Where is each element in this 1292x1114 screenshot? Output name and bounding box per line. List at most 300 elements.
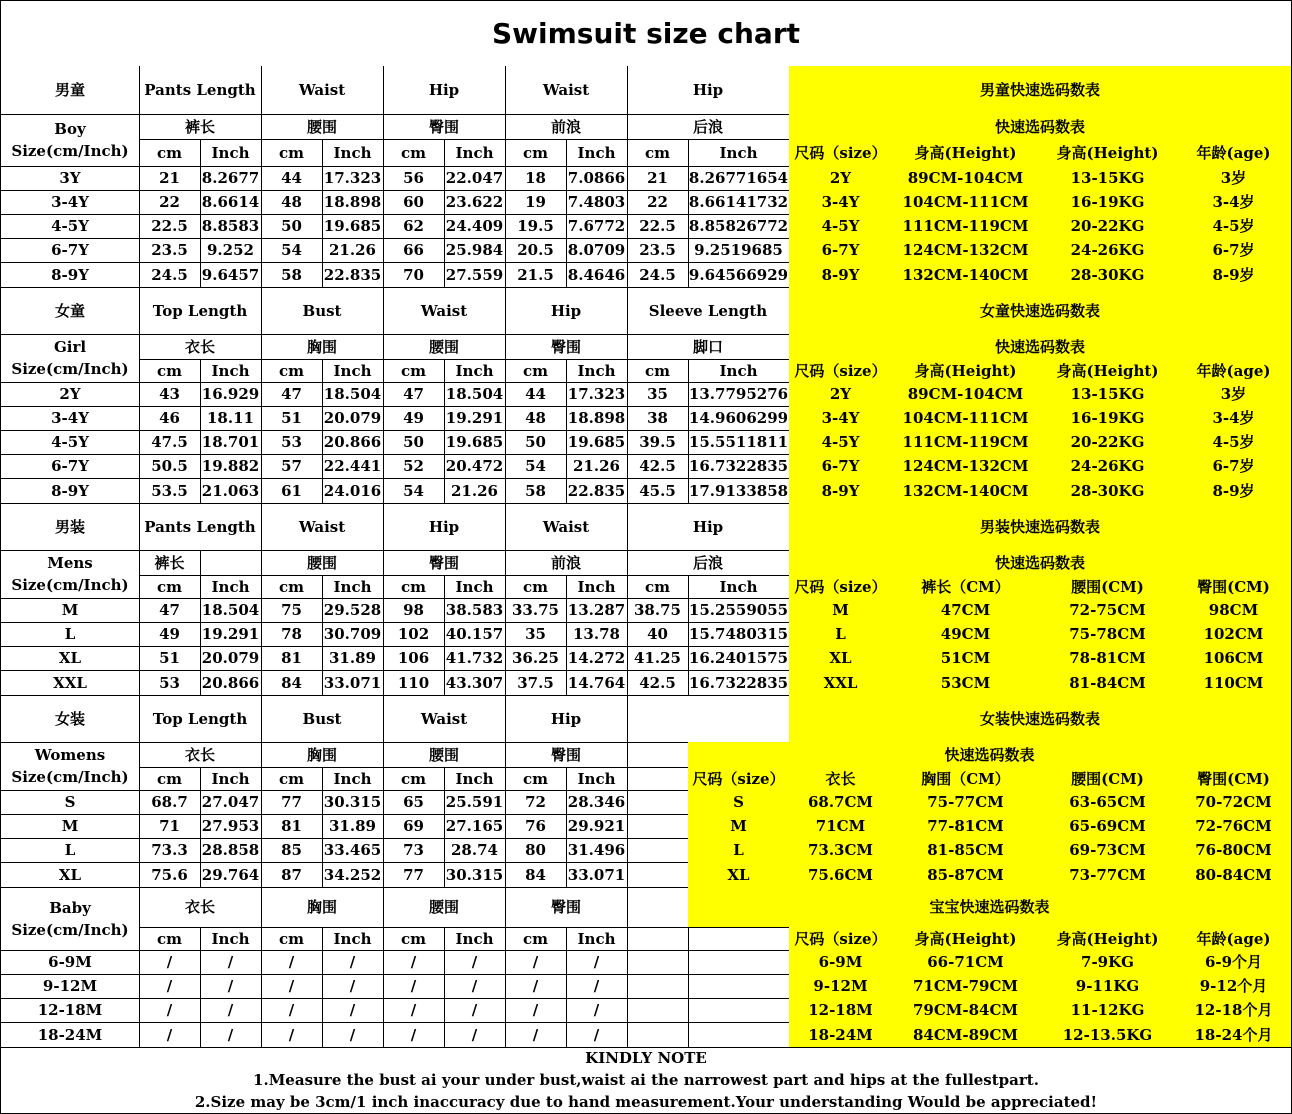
girl-quick-cell: 3-4Y <box>789 406 893 431</box>
womens-quick-cell: 75.6CM <box>789 862 893 888</box>
girl-quick-cell: 2Y <box>789 382 893 407</box>
boy-quick-cell: 4-5岁 <box>1176 214 1292 239</box>
womens-quick-cell: 76-80CM <box>1176 838 1292 863</box>
womens-blank-cell <box>627 742 689 768</box>
baby-header-cn: 腰围 <box>383 887 506 928</box>
mens-header-cn-blank <box>200 550 262 576</box>
womens-value-cell: 28.74 <box>444 838 506 863</box>
womens-blank-cell <box>627 695 790 743</box>
girl-quick-cell: 132CM-140CM <box>892 478 1040 504</box>
womens-value-cell: 87 <box>261 862 323 888</box>
baby-value-cell: / <box>200 950 262 975</box>
girl-unit-cm: cm <box>139 359 201 383</box>
baby-quick-cell: 9-12个月 <box>1176 974 1292 999</box>
boy-value-cell: 9.6457 <box>200 262 262 288</box>
boy-quick-cell: 20-22KG <box>1039 214 1177 239</box>
boy-value-cell: 70 <box>383 262 445 288</box>
boy-value-cell: 19.5 <box>505 214 567 239</box>
girl-quick-cell: 89CM-104CM <box>892 382 1040 407</box>
womens-value-cell: 33.465 <box>322 838 384 863</box>
baby-value-cell: / <box>139 1022 201 1048</box>
baby-unit-inch: Inch <box>444 927 506 951</box>
womens-value-cell: 34.252 <box>322 862 384 888</box>
baby-size-label: 18-24M <box>0 1022 140 1048</box>
baby-value-cell: / <box>322 974 384 999</box>
baby-unit-inch: Inch <box>322 927 384 951</box>
womens-unit-inch: Inch <box>444 767 506 791</box>
mens-unit-cm: cm <box>627 575 689 599</box>
mens-quick-cell: M <box>789 598 893 623</box>
baby-value-cell: / <box>566 950 628 975</box>
mens-value-cell: 20.079 <box>200 646 262 671</box>
mens-label-en: Mens Size(cm/Inch) <box>0 550 140 599</box>
baby-quick-cell: 18-24M <box>789 1022 893 1048</box>
girl-quick-cell: 6-7Y <box>789 454 893 479</box>
boy-quick-subtitle: 快速选码数表 <box>789 114 1292 140</box>
girl-quick-cell: 16-19KG <box>1039 406 1177 431</box>
baby-quick-cell: 9-11KG <box>1039 974 1177 999</box>
girl-quick-cell: 28-30KG <box>1039 478 1177 504</box>
baby-quick-cell: 12-13.5KG <box>1039 1022 1177 1048</box>
baby-value-cell: / <box>444 950 506 975</box>
boy-value-cell: 44 <box>261 166 323 191</box>
baby-value-cell: / <box>383 998 445 1023</box>
mens-quick-cell: 47CM <box>892 598 1040 623</box>
boy-value-cell: 21.5 <box>505 262 567 288</box>
girl-value-cell: 20.866 <box>322 430 384 455</box>
womens-value-cell: 27.047 <box>200 790 262 815</box>
mens-label-cn: 男装 <box>0 503 140 551</box>
girl-value-cell: 58 <box>505 478 567 504</box>
boy-value-cell: 58 <box>261 262 323 288</box>
girl-value-cell: 48 <box>505 406 567 431</box>
womens-quick-cell: 81-85CM <box>892 838 1040 863</box>
mens-quick-cell: 98CM <box>1176 598 1292 623</box>
boy-unit-inch: Inch <box>688 139 790 167</box>
mens-value-cell: 38.583 <box>444 598 506 623</box>
baby-value-cell: / <box>261 950 323 975</box>
boy-header-en: Pants Length <box>139 66 262 115</box>
boy-value-cell: 50 <box>261 214 323 239</box>
womens-value-cell: 73 <box>383 838 445 863</box>
womens-unit-inch: Inch <box>200 767 262 791</box>
mens-value-cell: 37.5 <box>505 670 567 696</box>
girl-value-cell: 24.016 <box>322 478 384 504</box>
mens-value-cell: 14.764 <box>566 670 628 696</box>
boy-value-cell: 22 <box>139 190 201 215</box>
boy-size-label: 4-5Y <box>0 214 140 239</box>
womens-value-cell: 76 <box>505 814 567 839</box>
boy-value-cell: 19.685 <box>322 214 384 239</box>
girl-value-cell: 14.9606299 <box>688 406 790 431</box>
womens-value-cell: 73.3 <box>139 838 201 863</box>
boy-header-en: Hip <box>627 66 790 115</box>
girl-unit-cm: cm <box>383 359 445 383</box>
womens-blank-cell <box>627 814 689 839</box>
mens-value-cell: 40 <box>627 622 689 647</box>
womens-value-cell: 31.496 <box>566 838 628 863</box>
mens-quick-header: 腰围(CM) <box>1039 575 1177 599</box>
mens-value-cell: 47 <box>139 598 201 623</box>
boy-header-en: Waist <box>261 66 384 115</box>
boy-quick-cell: 6-7Y <box>789 238 893 263</box>
boy-size-label: 8-9Y <box>0 262 140 288</box>
baby-quick-cell: 84CM-89CM <box>892 1022 1040 1048</box>
mens-value-cell: 15.2559055 <box>688 598 790 623</box>
womens-quick-cell: S <box>688 790 790 815</box>
girl-quick-cell: 8-9岁 <box>1176 478 1292 504</box>
mens-unit-inch: Inch <box>444 575 506 599</box>
womens-value-cell: 85 <box>261 838 323 863</box>
boy-quick-cell: 3-4Y <box>789 190 893 215</box>
mens-unit-cm: cm <box>505 575 567 599</box>
page-title: Swimsuit size chart <box>0 0 1292 66</box>
boy-header-cn: 前浪 <box>505 114 628 140</box>
mens-header-en: Hip <box>383 503 506 551</box>
girl-header-cn: 衣长 <box>139 334 262 360</box>
baby-value-cell: / <box>383 974 445 999</box>
baby-quick-cell: 6-9个月 <box>1176 950 1292 975</box>
mens-value-cell: 42.5 <box>627 670 689 696</box>
boy-label-cn: 男童 <box>0 66 140 115</box>
boy-quick-cell: 132CM-140CM <box>892 262 1040 288</box>
girl-value-cell: 53 <box>261 430 323 455</box>
womens-blank-cell <box>627 838 689 863</box>
boy-header-cn: 臀围 <box>383 114 506 140</box>
baby-value-cell: / <box>139 974 201 999</box>
baby-value-cell: / <box>261 1022 323 1048</box>
womens-quick-cell: 63-65CM <box>1039 790 1177 815</box>
womens-quick-cell: 73-77CM <box>1039 862 1177 888</box>
girl-quick-cell: 13-15KG <box>1039 382 1177 407</box>
baby-quick-cell: 66-71CM <box>892 950 1040 975</box>
boy-header-cn: 后浪 <box>627 114 790 140</box>
mens-quick-cell: XXL <box>789 670 893 696</box>
baby-size-label: 12-18M <box>0 998 140 1023</box>
mens-quick-title: 男装快速选码数表 <box>789 503 1292 551</box>
mens-value-cell: 98 <box>383 598 445 623</box>
womens-header-en: Top Length <box>139 695 262 743</box>
boy-value-cell: 18.898 <box>322 190 384 215</box>
baby-blank-cell <box>688 998 790 1023</box>
girl-value-cell: 22.441 <box>322 454 384 479</box>
girl-unit-inch: Inch <box>444 359 506 383</box>
womens-value-cell: 27.165 <box>444 814 506 839</box>
mens-value-cell: 106 <box>383 646 445 671</box>
womens-quick-cell: 72-76CM <box>1176 814 1292 839</box>
mens-quick-header: 裤长（CM） <box>892 575 1040 599</box>
boy-value-cell: 22.5 <box>139 214 201 239</box>
womens-quick-cell: M <box>688 814 790 839</box>
girl-value-cell: 18.11 <box>200 406 262 431</box>
mens-value-cell: 15.7480315 <box>688 622 790 647</box>
girl-value-cell: 18.898 <box>566 406 628 431</box>
baby-size-label: 6-9M <box>0 950 140 975</box>
boy-value-cell: 62 <box>383 214 445 239</box>
womens-header-en: Bust <box>261 695 384 743</box>
mens-value-cell: 16.2401575 <box>688 646 790 671</box>
mens-value-cell: 110 <box>383 670 445 696</box>
boy-value-cell: 7.0866 <box>566 166 628 191</box>
womens-quick-cell: 80-84CM <box>1176 862 1292 888</box>
note-line-1: 1.Measure the bust ai your under bust,waist ai the narrowest part and hips at the fullestpart. <box>253 1071 1039 1089</box>
boy-value-cell: 8.4646 <box>566 262 628 288</box>
boy-unit-inch: Inch <box>322 139 384 167</box>
boy-unit-cm: cm <box>139 139 201 167</box>
womens-value-cell: 25.591 <box>444 790 506 815</box>
baby-label-en: Baby Size(cm/Inch) <box>0 887 140 951</box>
womens-value-cell: 28.346 <box>566 790 628 815</box>
mens-quick-cell: L <box>789 622 893 647</box>
boy-quick-cell: 24-26KG <box>1039 238 1177 263</box>
mens-quick-header: 尺码（size） <box>789 575 893 599</box>
baby-value-cell: / <box>566 1022 628 1048</box>
boy-value-cell: 24.409 <box>444 214 506 239</box>
girl-value-cell: 50 <box>383 430 445 455</box>
womens-size-label: XL <box>0 862 140 888</box>
womens-unit-cm: cm <box>139 767 201 791</box>
girl-value-cell: 19.685 <box>566 430 628 455</box>
baby-value-cell: / <box>566 998 628 1023</box>
mens-header-en: Waist <box>505 503 628 551</box>
mens-value-cell: 18.504 <box>200 598 262 623</box>
girl-value-cell: 50 <box>505 430 567 455</box>
boy-quick-cell: 8-9Y <box>789 262 893 288</box>
baby-quick-cell: 12-18M <box>789 998 893 1023</box>
boy-value-cell: 25.984 <box>444 238 506 263</box>
womens-value-cell: 30.315 <box>322 790 384 815</box>
womens-quick-cell: 73.3CM <box>789 838 893 863</box>
girl-header-en: Waist <box>383 287 506 335</box>
girl-size-label: 6-7Y <box>0 454 140 479</box>
boy-value-cell: 19 <box>505 190 567 215</box>
girl-header-cn: 腰围 <box>383 334 506 360</box>
girl-value-cell: 50.5 <box>139 454 201 479</box>
baby-quick-title: 宝宝快速选码数表 <box>688 887 1292 928</box>
womens-unit-cm: cm <box>505 767 567 791</box>
boy-quick-title: 男童快速选码数表 <box>789 66 1292 115</box>
boy-value-cell: 8.0709 <box>566 238 628 263</box>
boy-value-cell: 22.047 <box>444 166 506 191</box>
baby-quick-cell: 9-12M <box>789 974 893 999</box>
baby-value-cell: / <box>200 1022 262 1048</box>
womens-size-label: M <box>0 814 140 839</box>
womens-quick-cell: 75-77CM <box>892 790 1040 815</box>
boy-value-cell: 9.64566929 <box>688 262 790 288</box>
baby-blank-cell <box>627 998 689 1023</box>
girl-value-cell: 21.26 <box>566 454 628 479</box>
baby-unit-inch: Inch <box>200 927 262 951</box>
mens-unit-cm: cm <box>139 575 201 599</box>
girl-unit-inch: Inch <box>200 359 262 383</box>
girl-value-cell: 35 <box>627 382 689 407</box>
womens-unit-cm: cm <box>261 767 323 791</box>
girl-quick-header: 身高(Height) <box>892 359 1040 383</box>
girl-value-cell: 22.835 <box>566 478 628 504</box>
womens-value-cell: 29.764 <box>200 862 262 888</box>
baby-unit-cm: cm <box>261 927 323 951</box>
baby-blank-cell <box>688 974 790 999</box>
girl-value-cell: 18.701 <box>200 430 262 455</box>
boy-header-cn: 腰围 <box>261 114 384 140</box>
girl-value-cell: 45.5 <box>627 478 689 504</box>
baby-value-cell: / <box>383 950 445 975</box>
womens-value-cell: 71 <box>139 814 201 839</box>
baby-value-cell: / <box>322 998 384 1023</box>
womens-value-cell: 77 <box>383 862 445 888</box>
womens-blank-cell <box>627 862 689 888</box>
boy-header-cn: 裤长 <box>139 114 262 140</box>
baby-quick-cell: 18-24个月 <box>1176 1022 1292 1048</box>
girl-unit-inch: Inch <box>688 359 790 383</box>
baby-quick-cell: 11-12KG <box>1039 998 1177 1023</box>
girl-value-cell: 18.504 <box>322 382 384 407</box>
womens-size-label: S <box>0 790 140 815</box>
girl-value-cell: 43 <box>139 382 201 407</box>
boy-value-cell: 23.5 <box>139 238 201 263</box>
mens-quick-header: 臀围(CM) <box>1176 575 1292 599</box>
mens-value-cell: 51 <box>139 646 201 671</box>
boy-value-cell: 23.622 <box>444 190 506 215</box>
mens-value-cell: 49 <box>139 622 201 647</box>
boy-header-en: Waist <box>505 66 628 115</box>
mens-value-cell: 20.866 <box>200 670 262 696</box>
girl-header-cn: 臀围 <box>505 334 628 360</box>
baby-blank-cell <box>688 1022 790 1048</box>
girl-quick-cell: 8-9Y <box>789 478 893 504</box>
womens-value-cell: 33.071 <box>566 862 628 888</box>
girl-size-label: 2Y <box>0 382 140 407</box>
mens-unit-inch: Inch <box>566 575 628 599</box>
baby-value-cell: / <box>200 974 262 999</box>
mens-value-cell: 84 <box>261 670 323 696</box>
boy-quick-cell: 6-7岁 <box>1176 238 1292 263</box>
girl-size-label: 4-5Y <box>0 430 140 455</box>
baby-value-cell: / <box>322 950 384 975</box>
boy-value-cell: 8.8583 <box>200 214 262 239</box>
girl-size-label: 8-9Y <box>0 478 140 504</box>
boy-value-cell: 7.4803 <box>566 190 628 215</box>
womens-quick-cell: 68.7CM <box>789 790 893 815</box>
girl-quick-header: 身高(Height) <box>1039 359 1177 383</box>
girl-value-cell: 61 <box>261 478 323 504</box>
womens-value-cell: 29.921 <box>566 814 628 839</box>
mens-quick-cell: 78-81CM <box>1039 646 1177 671</box>
girl-quick-header: 尺码（size） <box>789 359 893 383</box>
boy-value-cell: 8.2677 <box>200 166 262 191</box>
girl-quick-cell: 24-26KG <box>1039 454 1177 479</box>
baby-quick-header: 尺码（size） <box>789 927 893 951</box>
mens-quick-cell: 75-78CM <box>1039 622 1177 647</box>
girl-value-cell: 19.882 <box>200 454 262 479</box>
mens-header-cn: 前浪 <box>505 550 628 576</box>
girl-value-cell: 20.472 <box>444 454 506 479</box>
boy-unit-cm: cm <box>627 139 689 167</box>
girl-quick-header: 年龄(age) <box>1176 359 1292 383</box>
womens-value-cell: 72 <box>505 790 567 815</box>
girl-quick-cell: 4-5岁 <box>1176 430 1292 455</box>
girl-quick-cell: 3-4岁 <box>1176 406 1292 431</box>
boy-value-cell: 48 <box>261 190 323 215</box>
girl-value-cell: 19.685 <box>444 430 506 455</box>
girl-value-cell: 53.5 <box>139 478 201 504</box>
mens-size-label: L <box>0 622 140 647</box>
mens-value-cell: 30.709 <box>322 622 384 647</box>
mens-value-cell: 36.25 <box>505 646 567 671</box>
womens-quick-header: 尺码（size） <box>688 767 790 791</box>
baby-value-cell: / <box>505 950 567 975</box>
womens-header-en: Hip <box>505 695 628 743</box>
girl-value-cell: 46 <box>139 406 201 431</box>
girl-value-cell: 17.9133858 <box>688 478 790 504</box>
girl-unit-cm: cm <box>261 359 323 383</box>
baby-size-label: 9-12M <box>0 974 140 999</box>
womens-header-cn: 腰围 <box>383 742 506 768</box>
girl-header-en: Bust <box>261 287 384 335</box>
mens-header-cn: 裤长 <box>139 550 201 576</box>
baby-value-cell: / <box>261 974 323 999</box>
mens-value-cell: 29.528 <box>322 598 384 623</box>
girl-value-cell: 38 <box>627 406 689 431</box>
boy-quick-header: 身高(Height) <box>892 139 1040 167</box>
note-heading: KINDLY NOTE <box>585 1049 707 1067</box>
girl-unit-cm: cm <box>627 359 689 383</box>
womens-quick-header: 臀围(CM) <box>1176 767 1292 791</box>
baby-value-cell: / <box>505 1022 567 1048</box>
boy-value-cell: 22 <box>627 190 689 215</box>
mens-quick-cell: 51CM <box>892 646 1040 671</box>
boy-size-label: 3Y <box>0 166 140 191</box>
womens-size-label: L <box>0 838 140 863</box>
girl-value-cell: 54 <box>505 454 567 479</box>
mens-value-cell: 102 <box>383 622 445 647</box>
girl-quick-cell: 3岁 <box>1176 382 1292 407</box>
womens-header-cn: 衣长 <box>139 742 262 768</box>
boy-value-cell: 21 <box>139 166 201 191</box>
baby-blank-cell <box>688 950 790 975</box>
boy-value-cell: 56 <box>383 166 445 191</box>
girl-unit-inch: Inch <box>566 359 628 383</box>
boy-unit-inch: Inch <box>200 139 262 167</box>
mens-header-en: Pants Length <box>139 503 262 551</box>
baby-header-cn: 臀围 <box>505 887 628 928</box>
boy-size-label: 6-7Y <box>0 238 140 263</box>
baby-quick-cell: 79CM-84CM <box>892 998 1040 1023</box>
girl-header-cn: 胸围 <box>261 334 384 360</box>
mens-quick-cell: 81-84CM <box>1039 670 1177 696</box>
mens-value-cell: 13.287 <box>566 598 628 623</box>
girl-quick-cell: 104CM-111CM <box>892 406 1040 431</box>
girl-value-cell: 19.291 <box>444 406 506 431</box>
baby-unit-cm: cm <box>505 927 567 951</box>
boy-quick-cell: 4-5Y <box>789 214 893 239</box>
womens-value-cell: 69 <box>383 814 445 839</box>
girl-label-en: Girl Size(cm/Inch) <box>0 334 140 383</box>
mens-quick-subtitle: 快速选码数表 <box>789 550 1292 576</box>
mens-header-cn: 臀围 <box>383 550 506 576</box>
womens-blank-cell <box>627 767 689 791</box>
girl-value-cell: 42.5 <box>627 454 689 479</box>
baby-value-cell: / <box>505 998 567 1023</box>
boy-quick-cell: 28-30KG <box>1039 262 1177 288</box>
womens-quick-cell: 70-72CM <box>1176 790 1292 815</box>
boy-quick-cell: 124CM-132CM <box>892 238 1040 263</box>
girl-value-cell: 39.5 <box>627 430 689 455</box>
boy-header-en: Hip <box>383 66 506 115</box>
girl-quick-cell: 6-7岁 <box>1176 454 1292 479</box>
girl-value-cell: 16.7322835 <box>688 454 790 479</box>
boy-quick-cell: 3岁 <box>1176 166 1292 191</box>
